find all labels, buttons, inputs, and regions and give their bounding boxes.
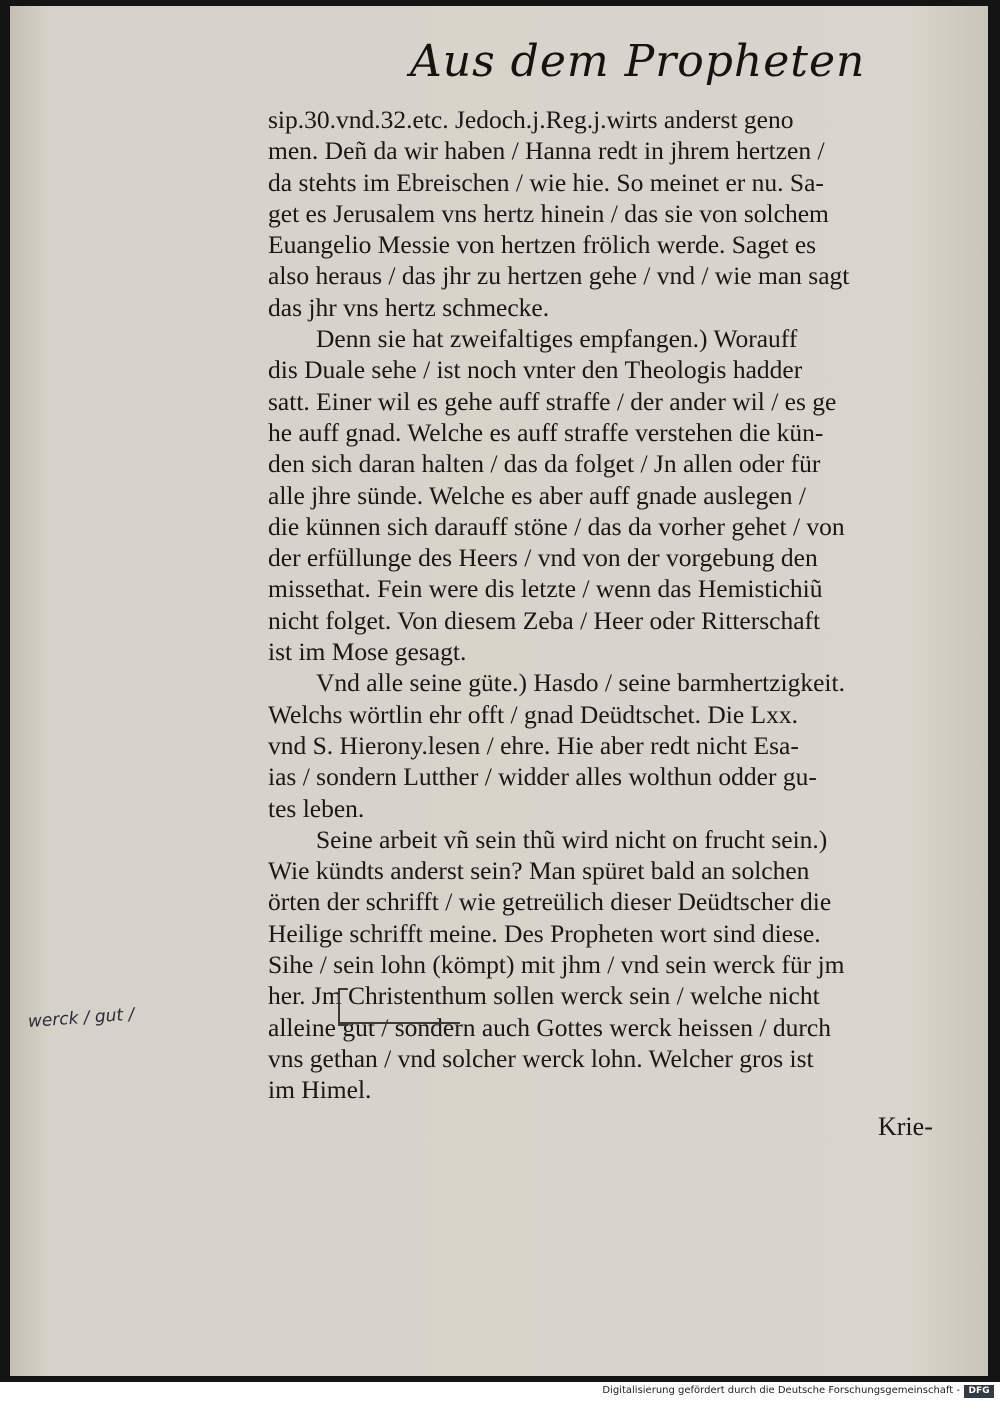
text-line: he auff gnad. Welche es auff straffe verstehen die kün-: [268, 417, 824, 447]
manuscript-underline: [340, 1022, 460, 1024]
manuscript-bracket-mark: [338, 988, 348, 1026]
text-line: das jhr vns hertz schmecke.: [268, 292, 550, 322]
text-line: Euangelio Messie von hertzen frölich werde. Saget es: [268, 230, 817, 260]
text-line: satt. Einer wil es gehe auff straffe / der ander wil / es ge: [268, 386, 837, 416]
text-line: Vnd alle seine güte.) Hasdo / seine barmhertzigkeit.: [316, 668, 845, 698]
text-line: alleine gut / sondern auch Gottes werck heissen / durch: [268, 1012, 831, 1042]
text-line: sip.30.vnd.32.etc. Jedoch.j.Reg.j.wirts anderst geno: [268, 105, 794, 134]
text-line: den sich daran halten / das da folget / Jn allen oder für: [268, 449, 821, 479]
catchword: Krie-: [878, 1112, 933, 1141]
funding-credit: Digitalisierung gefördert durch die Deutsche Forschungsgemeinschaft -: [602, 1385, 960, 1396]
text-line: ist im Mose gesagt.: [268, 637, 467, 667]
text-line: alle jhre sünde. Welche es aber auff gnade auslegen /: [268, 480, 806, 510]
text-line: vnd S. Hierony.lesen / ehre. Hie aber redt nicht Esa-: [268, 730, 799, 760]
text-line: die künnen sich darauff stöne / das da vorher gehet / von: [268, 511, 845, 541]
text-line: örten der schrifft / wie getreülich dieser Deüdtscher die: [268, 887, 832, 917]
footer-bar: [0, 1382, 1000, 1402]
text-line: men. Deñ da wir haben / Hanna redt in jhrem hertzen /: [268, 136, 825, 166]
text-line: im Himel.: [268, 1075, 372, 1105]
handwritten-margin-note: werck / gut /: [27, 1004, 135, 1032]
text-line: der erfüllunge des Heers / vnd von der vorgebung den: [268, 543, 818, 573]
dfg-logo-icon: DFG: [964, 1385, 994, 1398]
text-line: missethat. Fein were dis letzte / wenn das Hemistichiũ: [268, 574, 823, 604]
text-line: Welchs wörtlin ehr offt / gnad Deüdtschet. Die Lxx.: [268, 699, 799, 729]
text-line: tes leben.: [268, 793, 365, 823]
text-line: nicht folget. Von diesem Zeba / Heer oder Ritterschaft: [268, 605, 821, 635]
text-line: get es Jerusalem vns hertz hinein / das sie von solchem: [268, 198, 829, 228]
text-line: dis Duale sehe / ist noch vnter den Theologis hadder: [268, 355, 803, 385]
text-line: also heraus / das jhr zu hertzen gehe / vnd / wie man sagt: [268, 261, 850, 291]
text-line: her. Jm Christenthum sollen werck sein / welche nicht: [268, 981, 820, 1011]
text-line: vns gethan / vnd solcher werck lohn. Welcher gros ist: [268, 1043, 814, 1073]
text-line: Heilige schrifft meine. Des Propheten wort sind diese.: [268, 918, 821, 948]
text-line: Denn sie hat zweifaltiges empfangen.) Worauff: [316, 324, 798, 354]
text-line: ias / sondern Lutther / widder alles wolthun odder gu-: [268, 762, 817, 792]
text-line: Seine arbeit vñ sein thũ wird nicht on frucht sein.): [316, 824, 828, 854]
body-text: [268, 104, 960, 1106]
text-line: da stehts im Ebreischen / wie hie. So meinet er nu. Sa-: [268, 167, 824, 197]
text-line: Wie kündts anderst sein? Man spüret bald an solchen: [268, 856, 810, 886]
text-line: Sihe / sein lohn (kömpt) mit jhm / vnd sein werck für jm: [268, 950, 845, 980]
running-head: Aus dem Propheten: [410, 36, 866, 87]
